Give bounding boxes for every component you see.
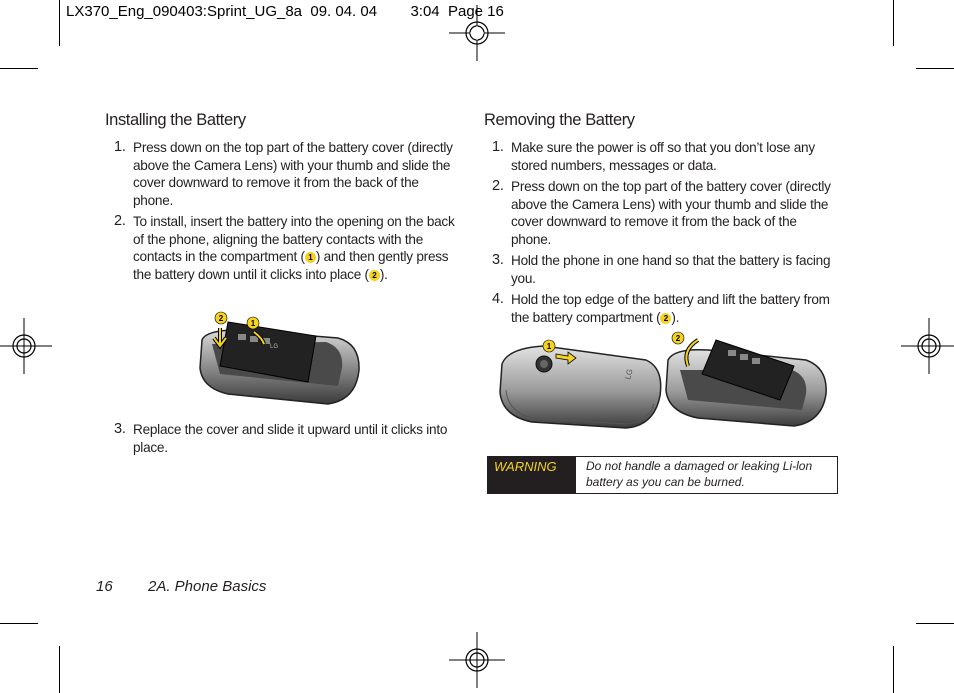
crop-mark xyxy=(916,623,954,624)
crop-mark xyxy=(893,646,894,693)
slug-filename: LX370_Eng_090403:Sprint_UG_8a 09. 04. 04 xyxy=(66,3,378,20)
step-number: 3. xyxy=(492,252,504,268)
step-text: ). xyxy=(671,309,680,325)
registration-mark-icon xyxy=(449,632,505,688)
warning-text: Do not handle a damaged or leaking Li-lon battery as you can be burned. xyxy=(586,459,813,489)
figure-marker: 1 xyxy=(250,319,256,328)
crop-mark xyxy=(893,0,894,46)
section-heading-removing: Removing the Battery xyxy=(484,111,635,129)
step-text: Press down on the top part of the battery cover (directly above the Camera Lens) with your thumb and slide the cover downward to remove it from the back of the phone. xyxy=(133,140,453,208)
list-item xyxy=(106,421,456,456)
registration-mark-icon xyxy=(449,5,505,61)
callout-marker-icon: 2 xyxy=(660,313,671,324)
remove-steps-list xyxy=(484,139,840,330)
step-text: Make sure the power is off so that you don’t lose any stored numbers, messages or data. xyxy=(511,140,815,173)
step-number: 2. xyxy=(492,178,504,194)
registration-mark-icon xyxy=(0,318,52,374)
list-item xyxy=(106,139,456,209)
list-item xyxy=(484,178,840,248)
list-item xyxy=(484,139,840,174)
crop-mark xyxy=(916,68,954,69)
step-text: ) and then gently press the battery down until it clicks into place ( xyxy=(133,249,449,282)
section-heading-installing: Installing the Battery xyxy=(105,111,246,129)
figure-marker: 2 xyxy=(675,334,681,343)
step-text: To install, insert the battery into the opening on the back of the phone, aligning the battery contacts with the contacts in the compartment ( xyxy=(133,214,455,264)
figure-brand: LG xyxy=(270,344,279,350)
registration-mark-icon xyxy=(901,318,954,374)
step-number: 4. xyxy=(492,291,504,307)
step-number: 3. xyxy=(114,421,126,437)
slug-time-page: 3:04 Page 16 xyxy=(410,3,504,20)
slug-line xyxy=(66,3,504,20)
step-number: 1. xyxy=(114,139,126,155)
crop-mark xyxy=(59,0,60,46)
step-number: 2. xyxy=(114,213,126,229)
figure-brand: LG xyxy=(623,367,635,381)
crop-mark xyxy=(59,646,60,693)
step-text: Hold the top edge of the battery and lift the battery from the battery compartment ( xyxy=(511,292,830,325)
battery-remove-illustration xyxy=(498,330,830,434)
step-text: Replace the cover and slide it upward until it clicks into place. xyxy=(133,422,448,455)
step-text: Hold the phone in one hand so that the battery is facing you. xyxy=(511,253,831,286)
warning-label: WARNING xyxy=(488,457,576,493)
step-text: ). xyxy=(379,266,388,282)
install-step-3-list xyxy=(106,421,456,460)
figure-marker: 2 xyxy=(218,314,224,323)
crop-mark xyxy=(0,68,38,69)
install-steps-list xyxy=(106,139,456,287)
warning-box xyxy=(487,456,838,494)
step-text: Press down on the top part of the battery cover (directly above the Camera Lens) with your thumb and slide the cover downward to remove it from the back of the phone. xyxy=(511,179,831,247)
callout-marker-icon: 1 xyxy=(305,252,316,263)
step-number: 1. xyxy=(492,139,504,155)
crop-mark xyxy=(0,623,38,624)
callout-marker-icon: 2 xyxy=(369,270,380,281)
list-item xyxy=(106,213,456,283)
figure-marker: 1 xyxy=(546,342,552,351)
list-item xyxy=(484,252,840,287)
list-item xyxy=(484,291,840,326)
battery-install-illustration xyxy=(198,308,362,408)
page-number: 16 xyxy=(96,578,113,595)
section-title: 2A. Phone Basics xyxy=(148,578,267,595)
